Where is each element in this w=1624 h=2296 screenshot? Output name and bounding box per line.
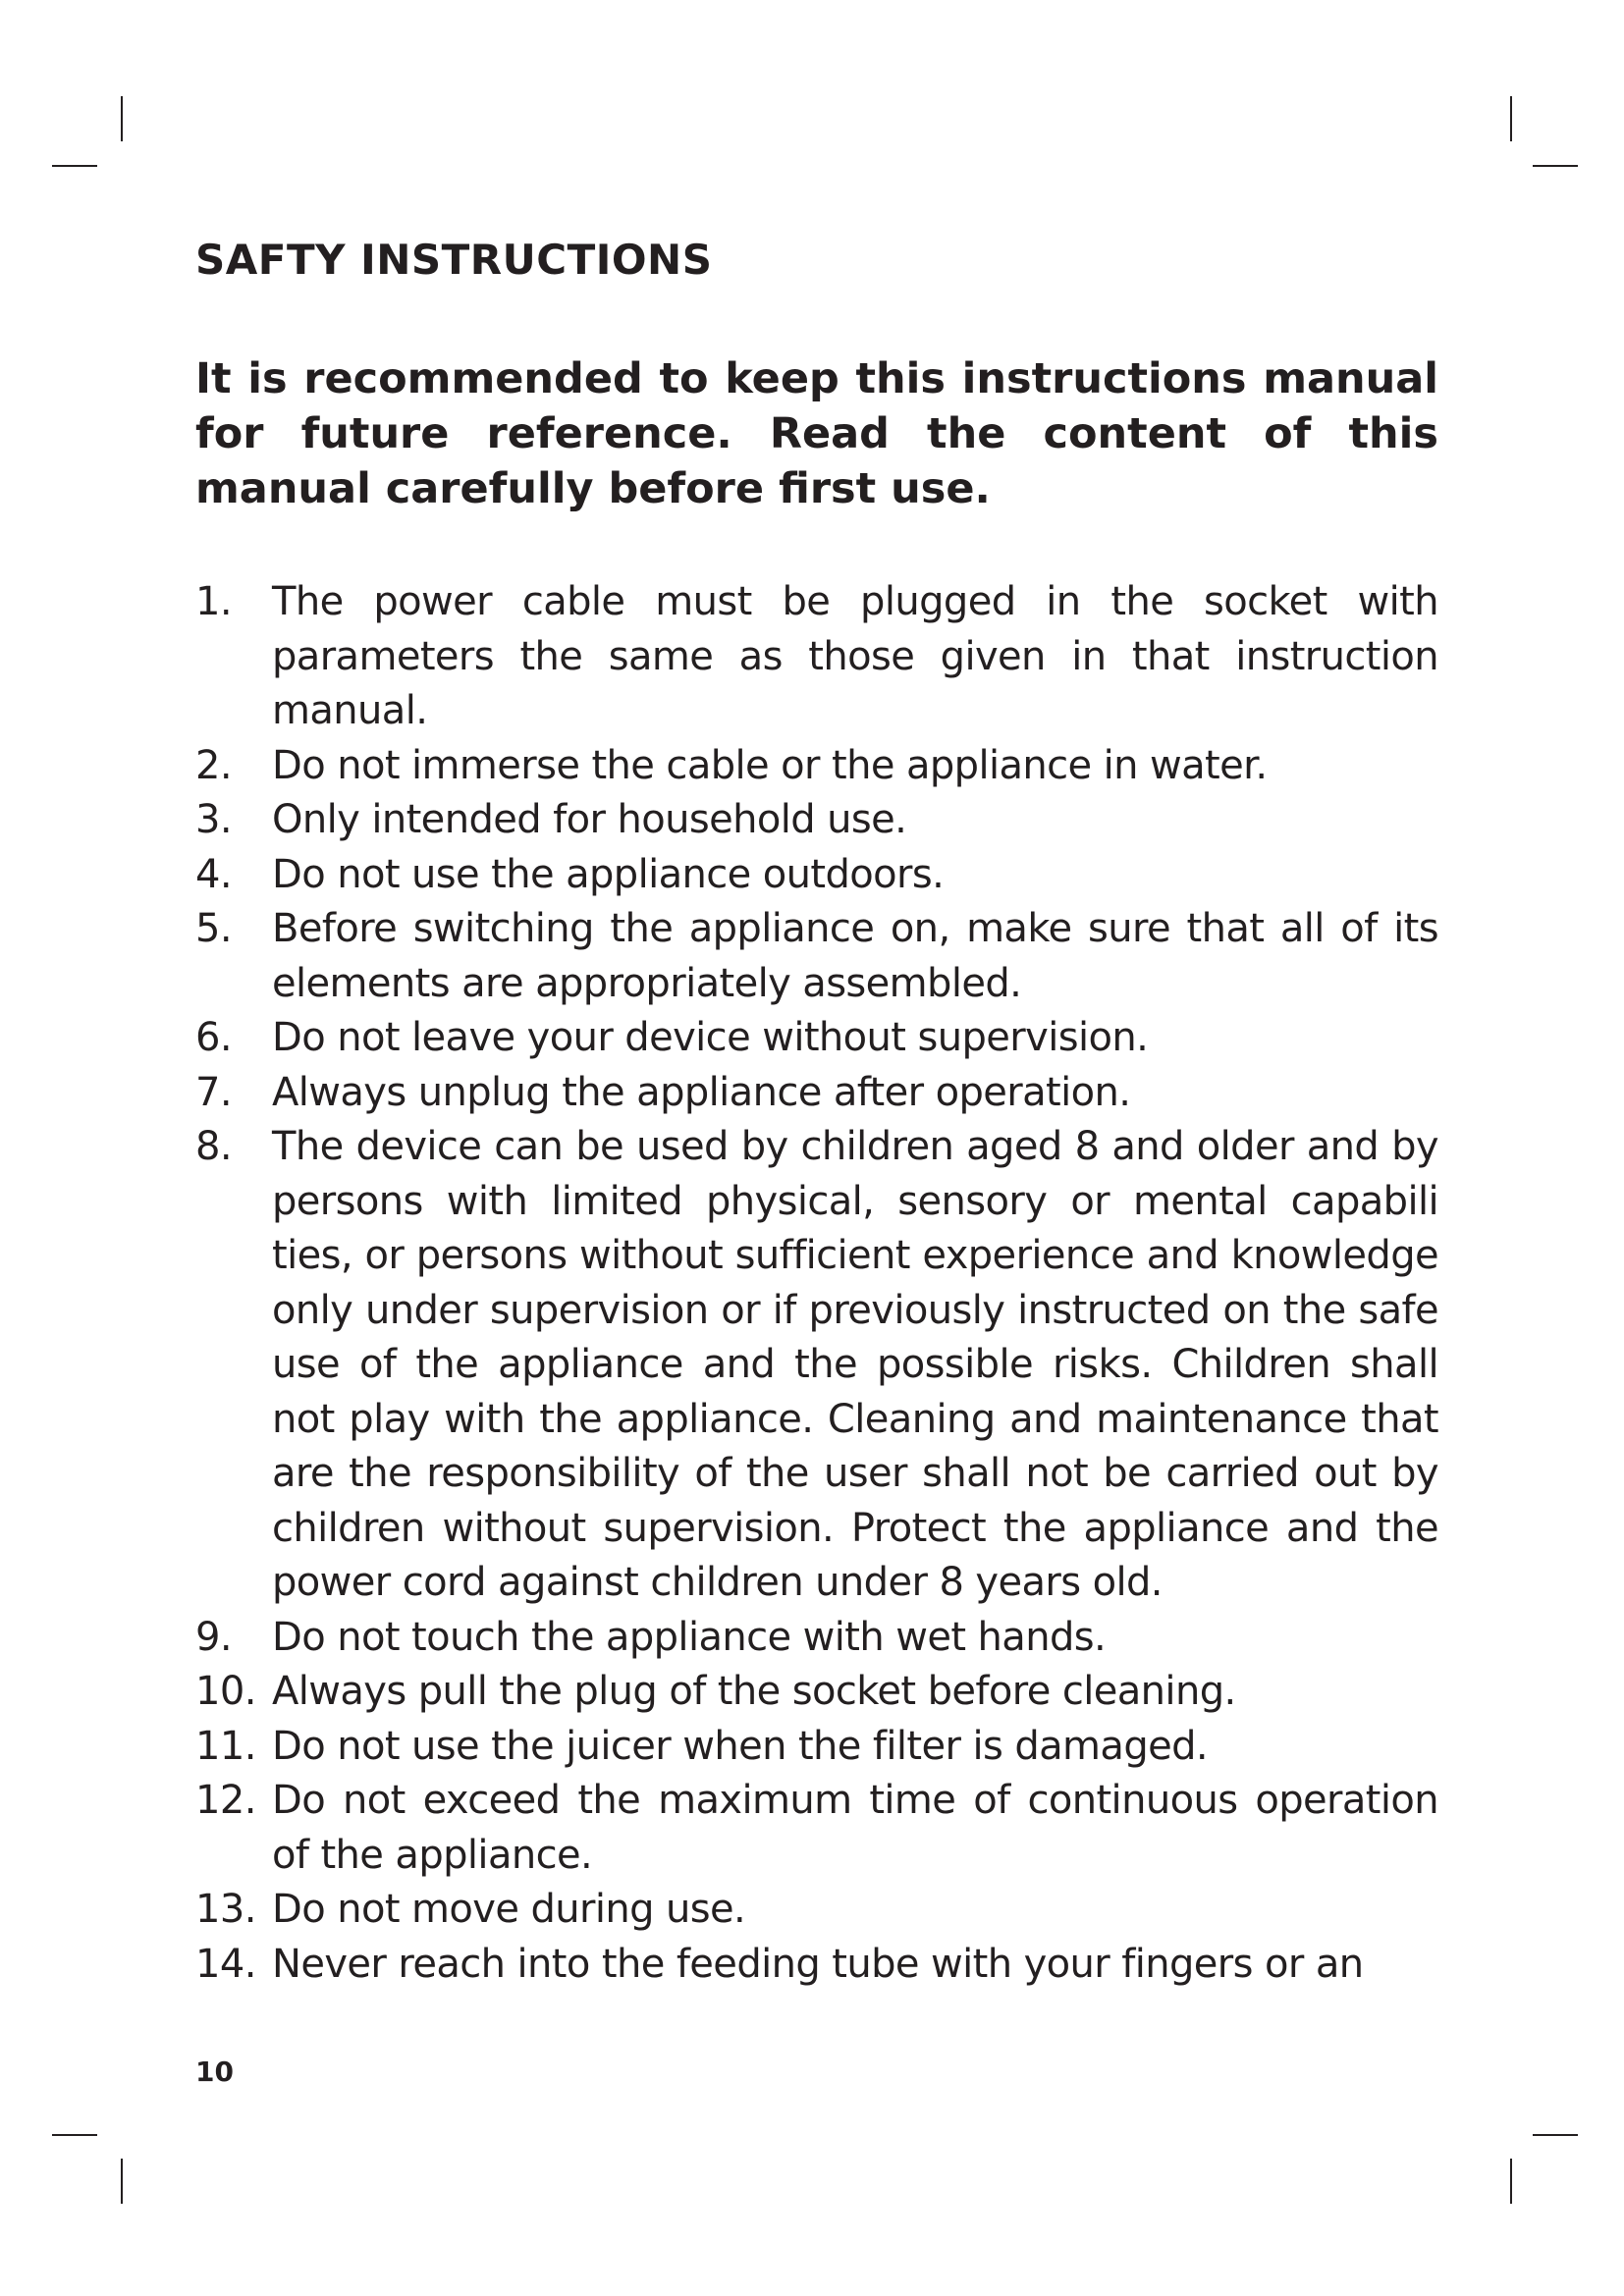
list-item xyxy=(195,1066,1438,1121)
item-text: Do not move during use. xyxy=(272,1887,746,1932)
list-item xyxy=(195,1883,1438,1938)
item-text: Do not immerse the cable or the appliance in water. xyxy=(272,742,1268,788)
safety-instructions-list xyxy=(195,575,1438,1992)
item-text: Before switching the appliance on, make sure that all of its elements are appropriately assembled. xyxy=(272,906,1438,1006)
item-text: Always pull the plug of the socket before cleaning. xyxy=(272,1669,1236,1714)
list-item xyxy=(195,575,1438,739)
list-item xyxy=(195,848,1438,903)
crop-mark-bottom-left-horizontal xyxy=(52,2134,97,2136)
list-item xyxy=(195,1611,1438,1666)
item-text: Always unplug the appliance after operation. xyxy=(272,1069,1131,1115)
item-text: Do not use the juicer when the filter is damaged. xyxy=(272,1723,1209,1769)
item-number: 6. xyxy=(195,1015,232,1060)
item-number: 3. xyxy=(195,797,232,842)
item-text: Never reach into the feeding tube with your fingers or an xyxy=(272,1941,1364,1987)
list-item xyxy=(195,1120,1438,1611)
item-text: Do not leave your device without supervision. xyxy=(272,1015,1149,1060)
page-number: 10 xyxy=(195,2056,234,2088)
list-item xyxy=(195,1938,1438,1993)
list-item xyxy=(195,1665,1438,1720)
manual-page-content xyxy=(195,234,1438,1992)
item-number: 14. xyxy=(195,1941,256,1987)
list-item xyxy=(195,1011,1438,1066)
item-text: Only intended for household use. xyxy=(272,797,907,842)
item-text: Do not use the appliance outdoors. xyxy=(272,851,945,897)
item-number: 10. xyxy=(195,1669,256,1714)
list-item xyxy=(195,902,1438,1011)
crop-mark-top-left-vertical xyxy=(121,96,123,141)
intro-paragraph: It is recommended to keep this instructions manual for future reference. Read the content of this manual carefully before first use. xyxy=(195,354,1438,513)
item-number: 2. xyxy=(195,742,232,788)
item-text: Do not exceed the maximum time of continuous operation of the appliance. xyxy=(272,1778,1438,1878)
section-heading: SAFTY INSTRUCTIONS xyxy=(195,236,713,284)
crop-mark-bottom-right-vertical xyxy=(1510,2159,1512,2204)
item-number: 13. xyxy=(195,1887,256,1932)
item-text: The device can be used by children aged 8 and older and by persons with limited physical, sensory or mental capabili ties, or persons without sufficient experience and knowledge only under supervision or if previously instructed on the safe use of the appliance and the possible risks. Children shall not play with the appliance. Cleaning and maintenance that are the responsibility of the user shall not be carried out by children without supervision. Protect the appliance and the power cord against children under 8 years old. xyxy=(272,1124,1438,1605)
item-text: The power cable must be plugged in the socket with parameters the same as those given in that instruction manual. xyxy=(272,579,1438,733)
item-number: 7. xyxy=(195,1069,232,1115)
item-number: 11. xyxy=(195,1723,256,1769)
item-number: 8. xyxy=(195,1124,232,1169)
crop-mark-bottom-left-vertical xyxy=(121,2159,123,2204)
list-item xyxy=(195,1774,1438,1883)
item-text: Do not touch the appliance with wet hands. xyxy=(272,1614,1107,1660)
crop-mark-top-right-horizontal xyxy=(1533,165,1578,167)
item-number: 1. xyxy=(195,579,232,624)
item-number: 4. xyxy=(195,851,232,897)
item-number: 5. xyxy=(195,906,232,951)
list-item xyxy=(195,1720,1438,1775)
crop-mark-top-right-vertical xyxy=(1510,96,1512,141)
item-number: 12. xyxy=(195,1778,256,1823)
crop-mark-top-left-horizontal xyxy=(52,165,97,167)
list-item xyxy=(195,739,1438,794)
list-item xyxy=(195,793,1438,848)
item-number: 9. xyxy=(195,1614,232,1660)
crop-mark-bottom-right-horizontal xyxy=(1533,2134,1578,2136)
